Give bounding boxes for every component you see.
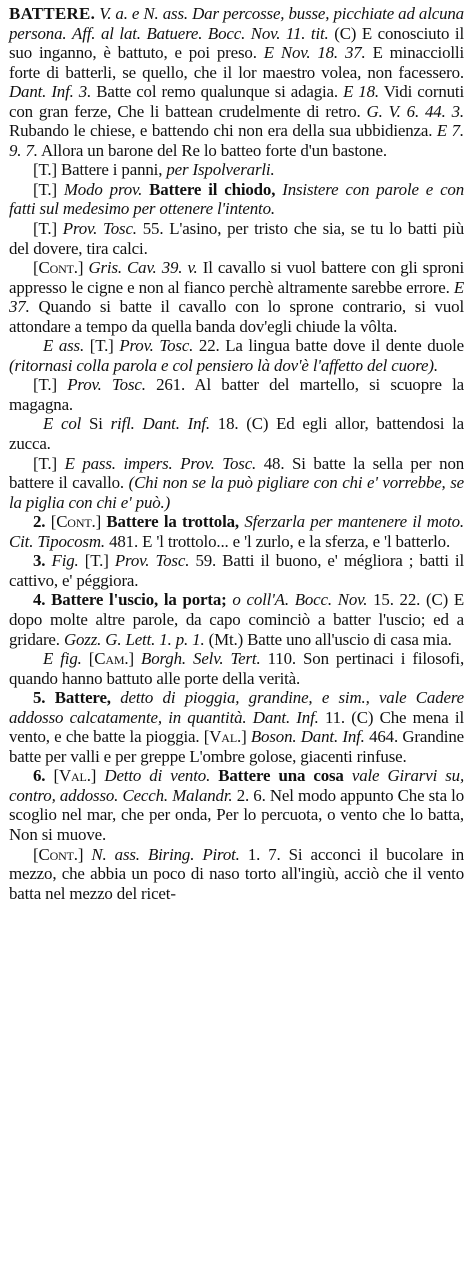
usage-label: o coll'A. (232, 590, 289, 610)
subentry-n-ass (9, 845, 464, 904)
phrase: Battere la trottola, (106, 512, 239, 532)
quote: (C) E conosciuto il suo inganno, è battuto, e poi preso. (9, 23, 464, 63)
etymology-word: Batuere. (146, 23, 203, 43)
source-tag: [T.] (33, 160, 57, 180)
citation: Boson. Dant. Inf. (250, 727, 365, 747)
sense-4 (9, 590, 464, 649)
sense-number: 6. (33, 766, 46, 786)
definition: Dar percosse, busse, picchiate ad alcuna persona. (9, 4, 464, 43)
gloss: (Chi non se la può pigliare con chi e' vorrebbe, se la piglia con chi e' può.) (9, 473, 464, 512)
citation: Prov. Tosc. (180, 453, 257, 473)
quote: 22. La lingua batte dove il dente duole (198, 336, 465, 356)
source-tag: [T.] (84, 551, 109, 571)
sense-number: 2. (33, 512, 46, 532)
sense-number: 5. (33, 688, 46, 708)
citation: Cit. Tipocosm. (9, 531, 105, 551)
citation: Prov. Tosc. (67, 375, 146, 395)
usage-label: Modo prov. (63, 179, 143, 199)
quote: 481. E 'l trottolo... e 'l zurlo, e la sferza, e 'l batterlo. (109, 531, 451, 551)
quote: Il cavallo si vuol battere con gli sproni appresso le cigne e non al fianco perchè altramente sarebbe errore. (9, 258, 464, 297)
quote: 2. 6. Nel modo appunto Che sta lo scoglio nel mar, che per onda, Per lo percuota, o vento che lo batta, Non si muove. (9, 785, 464, 844)
phrase: Battere, (54, 688, 111, 708)
entry-battere (9, 4, 464, 160)
quote: 1. 7. Si acconci il bucolare in mezzo, che abbia un poco di naso torto all'ingiù, acciò che il vento batta nel mezzo del ricet- (9, 844, 465, 903)
quote: 55. L'asino, per tristo che sia, se tu lo batti più del dovere, tira calci. (9, 219, 465, 258)
sense-3 (9, 551, 464, 590)
citation: E Nov. 18. 37. (263, 43, 366, 63)
source-tag: [Cont.] (33, 258, 84, 278)
subentry-rifl (9, 414, 464, 453)
citation: Dant. Inf. (142, 414, 210, 434)
citation: Cecch. Malandr. (122, 785, 233, 805)
citation: Bocc. Nov. 11. tit. (207, 23, 329, 43)
particle: Si (88, 414, 103, 434)
citation: Gozz. G. Lett. 1. p. 1. (63, 629, 205, 649)
sense-6 (9, 766, 464, 844)
citation: G. V. 6. 44. 3. (366, 101, 464, 121)
phrase: Battere i panni, (61, 160, 163, 180)
citation: Dant. Inf. 3. (9, 82, 92, 102)
subentry-fig (9, 649, 464, 688)
usage-label: Detto di vento. (104, 766, 211, 786)
quote: 464. Grandine batte per valli e per greppe L'ombre golose, giacenti rinfuse. (9, 727, 464, 766)
source-tag: [Val.] (203, 727, 247, 747)
quote: 11. (C) Che mena il vento, e che batte la pioggia. (9, 707, 464, 747)
definition: per Ispolverarli. (166, 160, 275, 180)
subentry-pass-impers (9, 454, 464, 513)
quote: E minacciolli forte di batterli, se quello, che il lor maestro volea, non facessero. (9, 43, 465, 82)
quote: Allora un barone del Re lo batteo forte d'un bastone. (40, 140, 387, 160)
definition: detto di pioggia, grandine, e sim., vale Cadere addosso calcatamente, in quantità. (9, 688, 465, 727)
citation: Prov. Tosc. (62, 219, 137, 239)
phrase: Battere il chiodo, (149, 179, 276, 199)
citation: E 18. (343, 82, 379, 102)
sense-number: 3. (33, 551, 46, 571)
subentry-lingua (9, 336, 464, 375)
citation: Biring. Pirot. (147, 844, 240, 864)
citation: Borgh. Selv. Tert. (141, 649, 261, 669)
quote: (Mt.) Batte uno all'uscio di casa mia. (208, 629, 452, 649)
definition: Insistere con parole e con fatti sul medesimo per ottenere l'intento. (9, 179, 465, 219)
subentry-martello (9, 375, 464, 414)
gloss: (ritornasi colla parola e col pensiero là dov'è l'affetto del cuore). (9, 355, 438, 375)
definition: Sferzarla per mantenere il moto. (244, 512, 464, 532)
quote: 261. Al batter del martello, si scuopre la magagna. (9, 375, 464, 414)
sense-5 (9, 688, 464, 766)
source-tag: [T.] (33, 179, 57, 199)
part-of-speech: V. a. e N. ass. (99, 4, 188, 23)
source-tag: [Cont.] (50, 512, 102, 532)
etymology-label: Aff. al lat. (72, 23, 141, 43)
quote: Quando si batte il cavallo con lo sprone contrario, si vuol attondare a tempo da quella banda dov'egli chiude la vôlta. (9, 297, 464, 336)
source-tag: [T.] (33, 453, 57, 473)
subentry-battere-chiodo (9, 180, 464, 219)
source-tag: [T.] (89, 336, 114, 356)
sense-2 (9, 512, 464, 551)
source-tag: [Cont.] (33, 844, 84, 864)
quote: Rubando le chiese, e battendo chi non era della sua ubbidienza. (9, 121, 433, 141)
subentry-cavallo (9, 258, 464, 336)
usage-label: N. ass. (91, 844, 140, 864)
citation: Prov. Tosc. (114, 551, 190, 571)
quote: 18. (C) Ed egli allor, battendosi la zucca. (9, 414, 464, 454)
quote: Batte col remo qualunque si adagia. (96, 82, 338, 102)
source-tag: [T.] (33, 219, 57, 239)
source-tag: [Val.] (53, 766, 97, 786)
citation: Gris. Cav. 39. v. (88, 258, 198, 278)
definition: vale Girarvi su, contro, addosso. (9, 766, 465, 805)
quote: 15. 22. (C) E dopo molte altre parole, da capo cominciò a batter l'uscio; ed a gridare. (9, 590, 465, 649)
citation: Prov. Tosc. (119, 336, 194, 356)
quote: 110. Son pertinaci i filosofi, quando hanno battuto alle porte della verità. (9, 649, 465, 688)
citation: E 37. (9, 277, 464, 317)
citation: Bocc. Nov. (294, 590, 368, 610)
sense-number: 4. (33, 590, 46, 610)
usage-label: Fig. (51, 551, 79, 571)
phrase: Battere una cosa (218, 766, 344, 786)
source-tag: [Cam.] (88, 649, 134, 669)
phrase: Battere l'uscio, la porta; (51, 590, 227, 610)
citation: E 7. 9. 7. (9, 121, 465, 160)
subentry-battere-panni (9, 160, 464, 180)
usage-label: E fig. (43, 649, 82, 669)
headword: BATTERE. (9, 4, 96, 23)
subentry-prov-55 (9, 219, 464, 258)
citation: Dant. Inf. (252, 707, 319, 727)
quote: 48. Si batte la sella per non battere il cavallo. (9, 453, 465, 493)
usage-label: E pass. impers. (64, 453, 173, 473)
source-tag: [T.] (33, 375, 57, 395)
usage-label: E col (43, 414, 82, 434)
usage-label: E ass. (43, 336, 85, 356)
quote: Vidi cornuti con gran ferze, Che li battean crudelmente di retro. (9, 82, 465, 121)
usage-label: rifl. (110, 414, 135, 434)
quote: 59. Batti il buono, e' mégliora ; batti il cattivo, e' péggiora. (9, 551, 464, 590)
